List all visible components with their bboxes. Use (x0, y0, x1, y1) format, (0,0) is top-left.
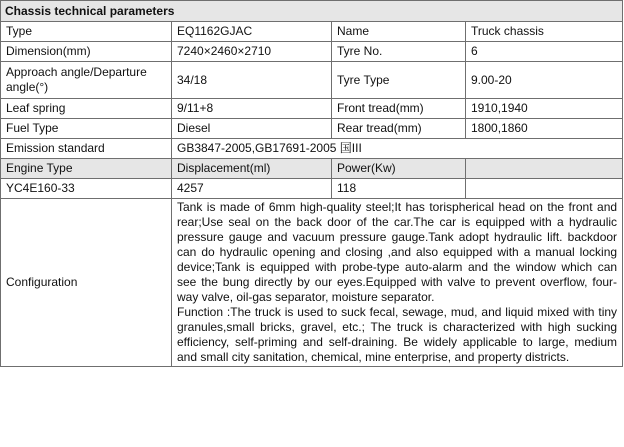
front-tread-value: 1910,1940 (466, 99, 623, 119)
empty-value-cell (466, 179, 623, 199)
rear-tread-value: 1800,1860 (466, 119, 623, 139)
table-row (1, 179, 623, 199)
type-value: EQ1162GJAC (172, 22, 332, 42)
table-row (1, 119, 623, 139)
configuration-row (1, 199, 623, 367)
power-header: Power(Kw) (332, 159, 466, 179)
tyre-type-label: Tyre Type (332, 62, 466, 99)
name-value: Truck chassis (466, 22, 623, 42)
configuration-label: Configuration (1, 199, 172, 367)
empty-header-cell (466, 159, 623, 179)
emission-label: Emission standard (1, 139, 172, 159)
tyre-no-value: 6 (466, 42, 623, 62)
engine-header-row (1, 159, 623, 179)
tyre-no-label: Tyre No. (332, 42, 466, 62)
fuel-type-value: Diesel (172, 119, 332, 139)
dimension-value: 7240×2460×2710 (172, 42, 332, 62)
configuration-function: Function :The truck is used to suck fecal, sewage, mud, and liquid mixed with tiny granules,small bricks, gravel, etc.; The truck is characterized with high sucking efficiency, self-priming and self-draining. Be widely applicable to large, medium and small city sanitation, chemical, mine enterprise, and property districts. (177, 305, 618, 364)
table-row (1, 62, 623, 99)
configuration-description: Tank is made of 6mm high-quality steel;It has torispherical head on the front and rear;Use seal on the back door of the car.The car is equipped with a hydraulic pressure gauge and vacuum pressure gauge.Tank adopt hydraulic lift. backdoor can do hydraulic opening and closing ,and also equipped with a manual locking device;Tank is equipped with probe-type auto-alarm and the window which can see the bung directly by our eyes.Equipped with valve to prevent overflow, four-way valve, oil-gas separator, moisture separator. (177, 200, 618, 304)
fuel-type-label: Fuel Type (1, 119, 172, 139)
configuration-body (172, 199, 623, 367)
displacement-header: Displacement(ml) (172, 159, 332, 179)
engine-type-value: YC4E160-33 (1, 179, 172, 199)
table-row (1, 99, 623, 119)
name-label: Name (332, 22, 466, 42)
table-row (1, 139, 623, 159)
angle-value: 34/18 (172, 62, 332, 99)
table-row (1, 42, 623, 62)
tyre-type-value: 9.00-20 (466, 62, 623, 99)
emission-value: GB3847-2005,GB17691-2005 国III (172, 139, 623, 159)
dimension-label: Dimension(mm) (1, 42, 172, 62)
power-value: 118 (332, 179, 466, 199)
front-tread-label: Front tread(mm) (332, 99, 466, 119)
table-row (1, 22, 623, 42)
table-title: Chassis technical parameters (1, 1, 623, 22)
rear-tread-label: Rear tread(mm) (332, 119, 466, 139)
engine-type-header: Engine Type (1, 159, 172, 179)
leaf-spring-label: Leaf spring (1, 99, 172, 119)
displacement-value: 4257 (172, 179, 332, 199)
leaf-spring-value: 9/11+8 (172, 99, 332, 119)
type-label: Type (1, 22, 172, 42)
angle-label: Approach angle/Departure angle(°) (1, 62, 172, 99)
